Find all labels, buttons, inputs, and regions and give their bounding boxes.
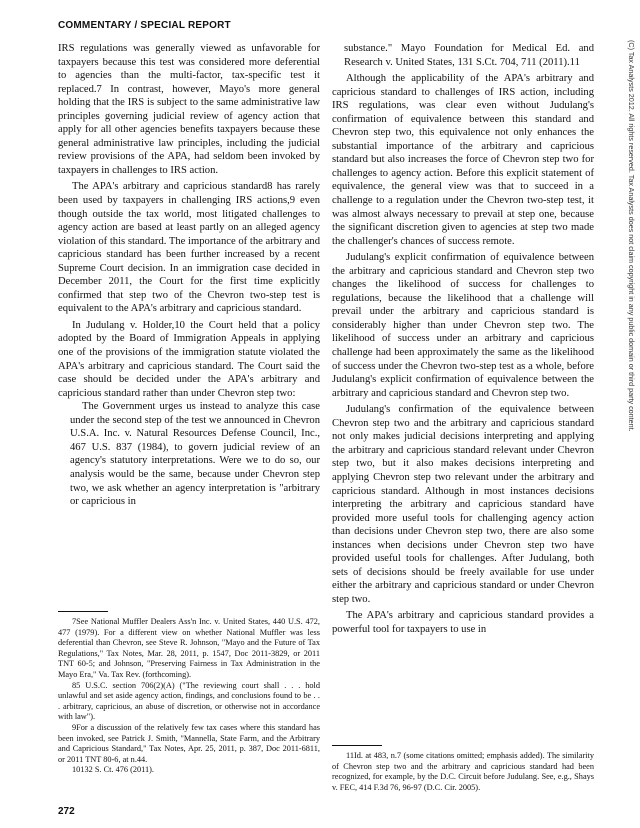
footnotes-left bbox=[58, 617, 320, 776]
footnote-rule-right bbox=[332, 745, 382, 746]
footnote-7: 7See National Muffler Dealers Ass'n Inc. v. United States, 440 U.S. 472, 477 (1979). For a different view on whether National Muffler was less deferential than Chevron, see Steve R. Johnson, "Mayo and the Future of Tax Regulations," Tax Notes, Mar. 28, 2011, p. 1547, Doc 2011-3829, or 2011 TNT 60-5; and Johnson, "Preserving Fairness in Tax Administration in the Mayo Era," Va. Tax Rev. (forthcoming). bbox=[58, 617, 320, 679]
block-quote-end: substance." Mayo Foundation for Medical Ed. and Research v. United States, 131 S.Ct. 704, 711 (2011).11 bbox=[344, 43, 594, 68]
footnote-9: 9For a discussion of the relatively few tax cases where this standard has been invoked, see Patrick J. Smith, "Mannella, State Farm, and the Arbitrary and Capricious Standard," Tax Notes, Apr. 25, 2011, p. 387, Doc 2011-6811, or 2011 TNT 80-6, at n.44. bbox=[58, 722, 320, 764]
footnote-rule-left bbox=[58, 611, 108, 612]
left-paragraph-3: In Judulang v. Holder,10 the Court held that a policy adopted by the Board of Immigration Appeals in applying one of the provisions of the immigration statute violated the APA's arbitrary and capricious standard. The Court said the case should be decided under the APA's arbitrary and capricious standard rather than under Chevron step two: bbox=[58, 319, 320, 399]
left-paragraph-1: IRS regulations was generally viewed as unfavorable for taxpayers because this test was considered more deferential to agencies than the multi-factor, tax-specific test it replaced.7 In contrast, however, Mayo's more general holding that the IRS is subject to the same administrative law principles governing judicial review of agency action that apply for all other agencies benefits taxpayers because these general administrative law principles, including the judicial review provisions of the APA, had seldom been invoked by taxpayers in challenges to IRS action. bbox=[58, 43, 320, 176]
block-quote: The Government urges us instead to analyze this case under the second step of the test we announced in Chevron U.S.A. Inc. v. Natural Resources Defense Council, Inc., 467 U.S. 837 (1984), to govern judicial review of an agency's statutory interpretations. Were we to do so, our analysis would be the same, because under Chevron step two, we ask whether an agency interpretation is "arbitrary or capricious in bbox=[70, 401, 320, 508]
page-number: 272 bbox=[58, 806, 75, 817]
right-paragraph-2: Judulang's explicit confirmation of equivalence between the arbitrary and capricious standard and Chevron step two changes the likelihood of success for challenges to regulations, because the likelihood that a challenge will prevail under the arbitrary and capricious standard is considerably higher than under Chevron step two. The likelihood of success under an arbitrary and capricious challenge had been approximately the same as the likelihood of success under the Chevron two-step test as a whole, before Judulang's explicit confirmation of equivalence between the arbitrary and capricious standard and Chevron step two. bbox=[332, 252, 594, 399]
left-column bbox=[58, 42, 320, 509]
left-paragraph-2: The APA's arbitrary and capricious standard8 has rarely been used by taxpayers in challenging IRS actions,9 even though outside the tax world, most litigated challenges to agency action are based at least partly on an alleged agency violation of this standard. The importance of the arbitrary and capricious standard has been further increased by a recent Supreme Court decision. In an immigration case decided in December 2011, the Court for the first time explicitly confirmed that step two of the Chevron two-step test is equivalent to the APA's arbitrary and capricious standard. bbox=[58, 181, 320, 315]
right-column bbox=[332, 42, 594, 637]
copyright-notice: (C) Tax Analysts 2012. All rights reserved. Tax Analysts does not claim copyright in any public domain or third party content. bbox=[627, 40, 636, 432]
right-paragraph-3: Judulang's confirmation of the equivalence between Chevron step two and the arbitrary and capricious standard not only makes judicial decisions interpreting and applying the arbitrary and capricious standard relevant under Chevron step two, but it also makes decisions interpreting and applying Chevron step two relevant under the arbitrary and capricious standard. Although in most instances decisions interpreting the arbitrary and capricious standard have provided more useful tools for challenging agency action than decisions under Chevron step two, there are also some instances when decisions under Chevron step two have provided useful tools for challenges. After Judulang, both sets of decisions should be freely available for use under either the arbitrary and capricious standard or under Chevron step two. bbox=[332, 404, 594, 605]
right-paragraph-4: The APA's arbitrary and capricious standard provides a powerful tool for taxpayers to use in bbox=[332, 610, 594, 635]
footnote-11: 11Id. at 483, n.7 (some citations omitted; emphasis added). The similarity of Chevron step two and the arbitrary and capricious standard had been recognized, for example, by the D.C. Circuit before Judulang. See, e.g., Shays v. FEC, 414 F.3d 76, 96-97 (D.C. Cir. 2005). bbox=[332, 751, 594, 792]
right-paragraph-1: Although the applicability of the APA's arbitrary and capricious standard to challenges of IRS action, including IRS regulations, was clear even without Judulang's confirmation of equivalence between this standard and Chevron step two, this equivalence not only enhances the substantial importance of the arbitrary and capricious standard but also increases the force of Chevron step two for challenges to agency action. Before this explicit statement of equivalence, the general view was that to succeed in a challenge to a regulation under the Chevron two-step test, it was almost always necessary to prevail at step one, because the significant discretion given to agencies at step two made the challenger's chances of success remote. bbox=[332, 73, 594, 247]
footnote-8: 85 U.S.C. section 706(2)(A) ("The reviewing court shall . . . hold unlawful and set aside agency action, findings, and conclusions found to be . . . arbitrary, capricious, an abuse of discretion, or otherwise not in accordance with law"). bbox=[58, 680, 320, 722]
running-header: COMMENTARY / SPECIAL REPORT bbox=[58, 20, 231, 31]
footnote-10: 10132 S. Ct. 476 (2011). bbox=[72, 765, 154, 775]
footnotes-right bbox=[332, 751, 594, 793]
